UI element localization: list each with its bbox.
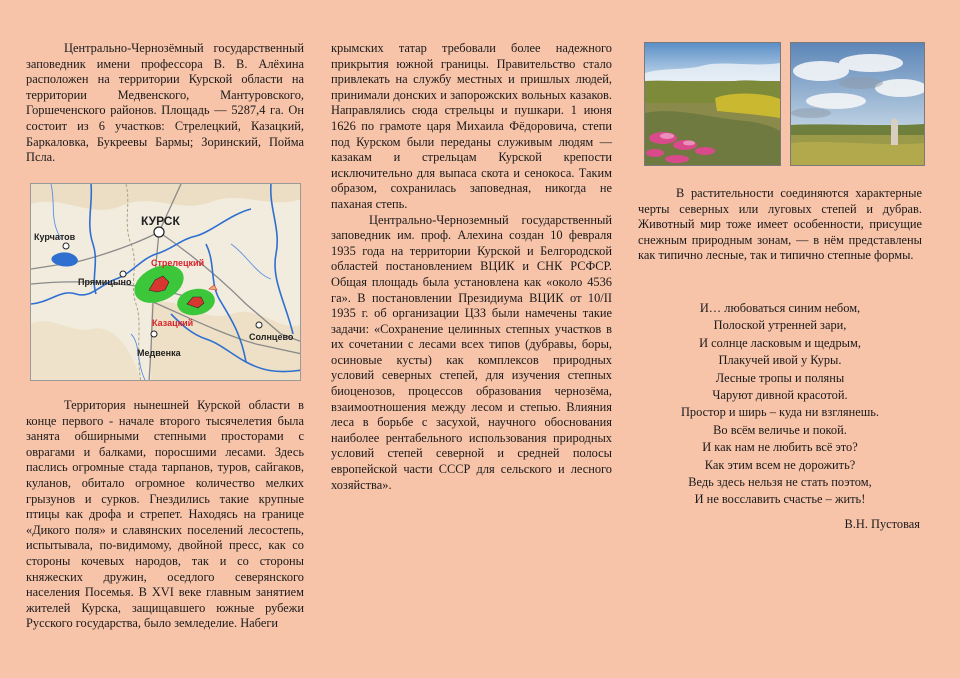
poem-line: Чаруют дивной красотой. bbox=[712, 388, 848, 403]
steppe-landscape-image bbox=[791, 43, 924, 165]
map-label-solntsevo: Солнцево bbox=[249, 332, 294, 342]
history-paragraph: Территория нынешней Курской области в конце первого - начале второго тысячелетия была занята обширными степными просторами с оврагами и балками, поросшими лесами. Здесь паслись огромные стада тарпанов, туров, сайгаков, куланов, обитало огромное количество мелких грызунов и сурков. Гнездились такие крупные птицы как дрофа и стрепет. Находясь на границе «Дикого поля» и славянских поселений лесостепь, испытывала, по-видимому, двойной пресс, как со стороны кочевых народов, так и со стороны княжеских дружин, оседлого северянского населения Посемья. В XVI веке главным занятием жителей Курска, защищавшего южные рубежи Русского государства, было земледелие. Набеги bbox=[26, 398, 304, 631]
map-label-streletsky: Стрелецкий bbox=[151, 258, 205, 268]
poem-line: И… любоваться синим небом, bbox=[699, 301, 861, 315]
map-label-kazatsky: Казацкий bbox=[152, 318, 194, 328]
flora-fauna-paragraph: В растительности соединяются характерные черты северных или луговых степей и дубрав. Животный мир тоже имеет особенности, присущие снежным природным зонам, — в нём представлены как типично лесные, так и типично степные формы. bbox=[638, 186, 922, 263]
map-label-kursk: КУРСК bbox=[141, 214, 180, 228]
poem-line: Во всём величье и покой. bbox=[713, 422, 847, 437]
map-label-medvenka: Медвенка bbox=[137, 348, 181, 358]
poem-line: Лесные тропы и поляны bbox=[715, 370, 845, 385]
middle-text-block bbox=[331, 41, 612, 493]
poem bbox=[638, 300, 922, 509]
reserve-location-map bbox=[30, 183, 301, 381]
steppe-flowers-image bbox=[645, 43, 780, 165]
poem-line: Полоской утренней зари, bbox=[713, 318, 847, 333]
poem-line: И солнце ласковым и щедрым, bbox=[699, 335, 861, 350]
steppe-flowers-photo bbox=[644, 42, 781, 166]
intro-paragraph: Центрально-Чернозёмный государственный заповедник имени профессора В. В. Алёхина расположен на территории Курской области на территории Медвенского, Мантуровского, Горшеченского районов. Площадь — 5287,4 га. Он состоит из 6 участков: Стрелецкий, Казацкий, Баркаловка, Букреевы Бармы; Зоринский, Пойма Псла. bbox=[26, 41, 304, 165]
map-label-pryamitsyno: Прямицыно bbox=[78, 277, 132, 287]
poem-author: В.Н. Пустовая bbox=[844, 517, 920, 531]
steppe-landscape-photo bbox=[790, 42, 925, 166]
poem-line: Плакучей ивой у Куры. bbox=[718, 353, 842, 368]
poem-line: Простор и ширь – куда ни взглянешь. bbox=[680, 405, 880, 420]
poem-line: Ведь здесь нельзя не стать поэтом, bbox=[688, 475, 872, 490]
map-label-kurchatov: Курчатов bbox=[34, 232, 76, 242]
poem-line: И как нам не любить всё это? bbox=[702, 440, 858, 455]
poem-line: И не восславить счастье – жить! bbox=[694, 492, 866, 507]
poem-line: Как этим всем не дорожить? bbox=[704, 457, 856, 472]
reserve-founding-paragraph: Центрально-Черноземный государственный заповедник им. проф. Алехина создан 10 февраля 1935 года на территории Курской и Белгородской областей постановлением ВЦИК и СНК РСФСР. Общая площадь была установлена как «около 4536 га». В постановлении Президиума ВЦИК от 10/II 1935 г. об организации ЦЗЗ были намечены такие задачи: «Сохранение целинных степных участков в их сочетании с лесами всех типов (дубравы, боры, осиновые кусты) как комплексов природных условий северных степей, для изучения степных биоценозов, процессов образования чернозёма, взаимоотношения между лесом и степью. Влияния леса в борьбе с засухой, научного обоснования наиболее рентабельного использования природных условий степей северной и средней полосы европейской части СССР для сельского и лесного хозяйства». bbox=[331, 212, 612, 492]
history-continued-paragraph: крымских татар требовали более надежного прикрытия южной границы. Правительство стало привлекать на службу местных и пришлых людей, принимали донских и запорожских вольных казаков. Направлялись сюда стрельцы и пушкари. 1 июня 1626 по грамоте царя Михаила Фёдоровича, степи под Курском были переданы служивым людям — казакам и стрельцам Курской крепости исключительно для выпаса скота и сенокоса. Таким образом, сохранилась заповедная, никогда не паханая степь. bbox=[331, 41, 612, 211]
